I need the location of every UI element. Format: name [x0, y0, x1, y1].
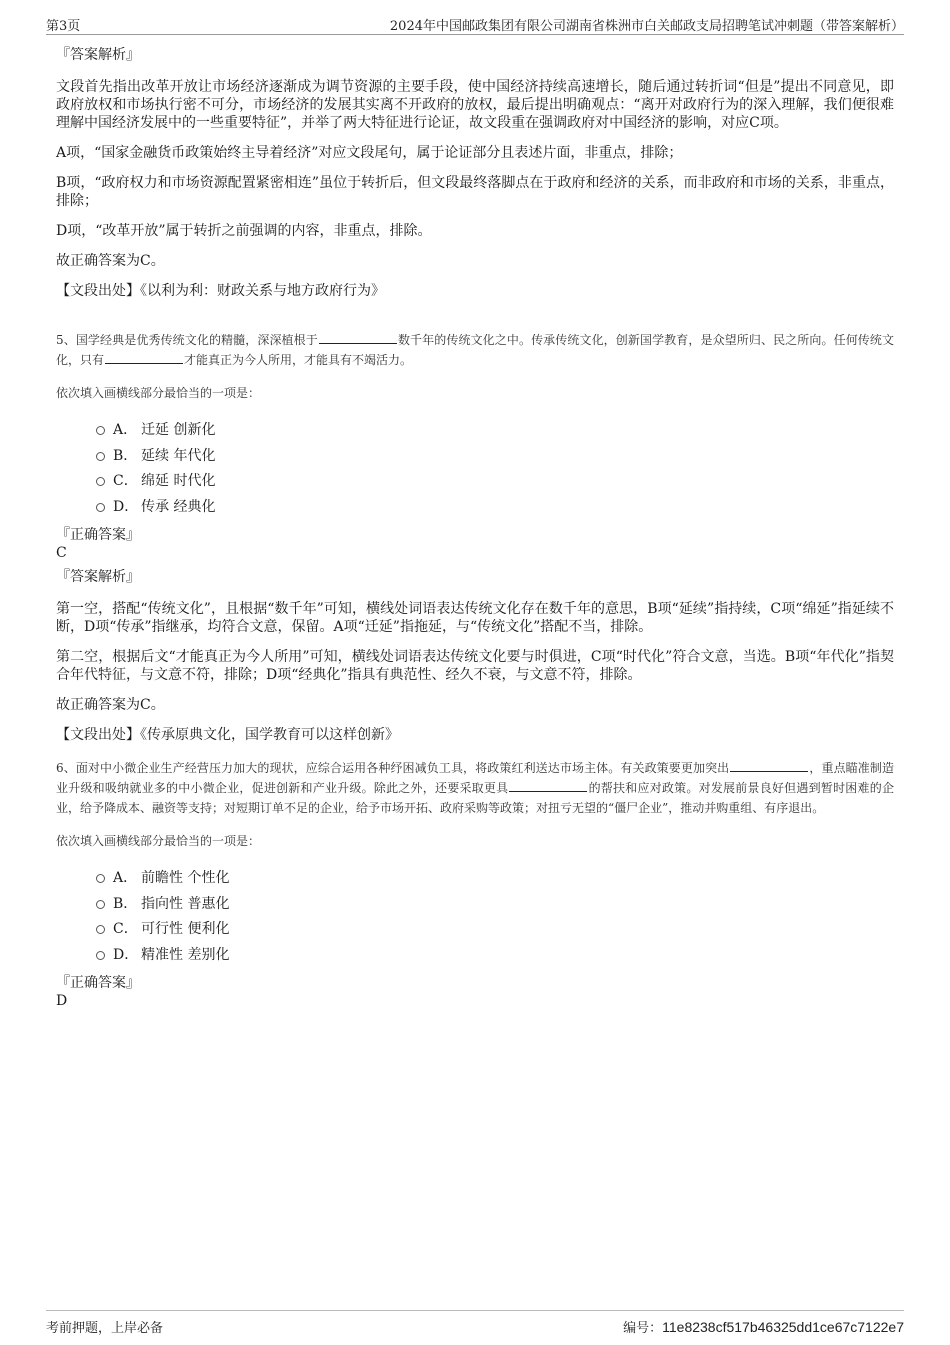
conclusion-paragraph: 故正确答案为C。 [56, 697, 165, 713]
analysis-paragraph: D项，“改革开放”属于转折之前强调的内容，非重点，排除。 [56, 223, 432, 239]
fill-blank [319, 330, 397, 344]
option-list [96, 866, 894, 968]
fill-blank [509, 778, 587, 792]
page-header [46, 12, 904, 35]
correct-answer: C [56, 545, 67, 561]
radio-button[interactable] [96, 503, 105, 512]
page-footer [46, 1310, 904, 1336]
correct-answer-label: 『正确答案』 [56, 975, 140, 991]
q4-analysis-section [56, 46, 894, 300]
option-c[interactable]: C． 绵延 时代化 [96, 469, 894, 495]
analysis-paragraph: A项，“国家金融货币政策始终主导着经济”对应文段尾句，属于论证部分且表述片面，非重点，排除； [56, 145, 683, 161]
page-number: 第3页 [46, 19, 81, 34]
option-a[interactable]: A． 前瞻性 个性化 [96, 866, 894, 892]
source-citation: 【文段出处】《传承原典文化，国学教育可以这样创新》 [56, 727, 399, 743]
analysis-paragraph: B项，“政府权力和市场资源配置紧密相连”虽位于转折后，但文段最终落脚点在于政府和经济的关系，而非政府和市场的关系，非重点，排除； [56, 175, 894, 209]
document-title: 2024年中国邮政集团有限公司湖南省株洲市白关邮政支局招聘笔试冲刺题（带答案解析） [389, 19, 904, 34]
analysis-label: 『答案解析』 [56, 47, 140, 63]
option-c[interactable]: C． 可行性 便利化 [96, 917, 894, 943]
question-instruction: 依次填入画横线部分最恰当的一项是： [56, 386, 261, 400]
radio-button[interactable] [96, 900, 105, 909]
footer-slogan: 考前押题，上岸必备 [46, 1321, 164, 1336]
correct-answer: D [56, 993, 68, 1009]
radio-button[interactable] [96, 452, 105, 461]
option-b[interactable]: B． 延续 年代化 [96, 444, 894, 470]
analysis-paragraph: 第一空，搭配“传统文化”，且根据“数千年”可知，横线处词语表达传统文化存在数千年的意思，B项“延续”指持续，C项“绵延”指延续不断，D项“传承”指继承，均符合文意，保留。A项“迁延”指拖延，与“传统文化”搭配不当，排除。 [56, 601, 894, 635]
document-content [56, 44, 894, 1010]
analysis-paragraph: 第二空，根据后文“才能真正为今人所用”可知，横线处词语表达传统文化要与时俱进，C项“时代化”符合文意，当选。B项“年代化”指契合年代特征，与文意不符，排除；D项“经典化”指具有典范性、经久不衰，与文意不符，排除。 [56, 649, 894, 683]
fill-blank [730, 758, 808, 772]
analysis-paragraph: 文段首先指出改革开放让市场经济逐渐成为调节资源的主要手段，使中国经济持续高速增长，随后通过转折词“但是”提出不同意见，即政府放权和市场执行密不可分，市场经济的发展其实离不开政府的放权，最后提出明确观点：“离开对政府行为的深入理解，我们便很难理解中国经济发展中的一些重要特征”，并举了两大特征进行论证，故文段重在强调政府对中国经济的影响，对应C项。 [56, 79, 894, 131]
question-5 [56, 330, 894, 744]
option-b[interactable]: B． 指向性 普惠化 [96, 892, 894, 918]
question-6 [56, 758, 894, 1010]
conclusion-paragraph: 故正确答案为C。 [56, 253, 165, 269]
question-stem: 6、面对中小微企业生产经营压力加大的现状，应综合运用各种纾困减负工具，将政策红利送达市场主体。有关政策要更加突出 ，重点瞄准制造业升级和吸纳就业多的中小微企业，促进创新和产业升级。除此之外，还要采取更具 的帮扶和应对政策。对发展前景良好但遇到暂时困难的企业，给予降成本、融资等支持；对短期订单不足的企业，给予市场开拓、政府采购等政策；对扭亏无望的“僵尸企业”，推动并购重组、有序退出。 [56, 758, 894, 818]
radio-button[interactable] [96, 925, 105, 934]
option-list [96, 418, 894, 520]
correct-answer-label: 『正确答案』 [56, 527, 140, 543]
analysis-label: 『答案解析』 [56, 569, 140, 585]
document-code: 编号：11e8238cf517b46325dd1ce67c7122e7 [623, 1319, 904, 1336]
question-instruction: 依次填入画横线部分最恰当的一项是： [56, 834, 261, 848]
option-a[interactable]: A． 迁延 创新化 [96, 418, 894, 444]
radio-button[interactable] [96, 477, 105, 486]
option-d[interactable]: D． 精准性 差别化 [96, 943, 894, 969]
option-d[interactable]: D． 传承 经典化 [96, 495, 894, 521]
radio-button[interactable] [96, 874, 105, 883]
radio-button[interactable] [96, 426, 105, 435]
fill-blank [105, 350, 183, 364]
radio-button[interactable] [96, 951, 105, 960]
source-citation: 【文段出处】《以利为利：财政关系与地方政府行为》 [56, 283, 385, 299]
question-stem: 5、国学经典是优秀传统文化的精髓，深深植根于 数千年的传统文化之中。传承传统文化，创新国学教育，是众望所归、民之所向。任何传统文化，只有 才能真正为今人所用，才能具有不竭活力。 [56, 330, 894, 370]
